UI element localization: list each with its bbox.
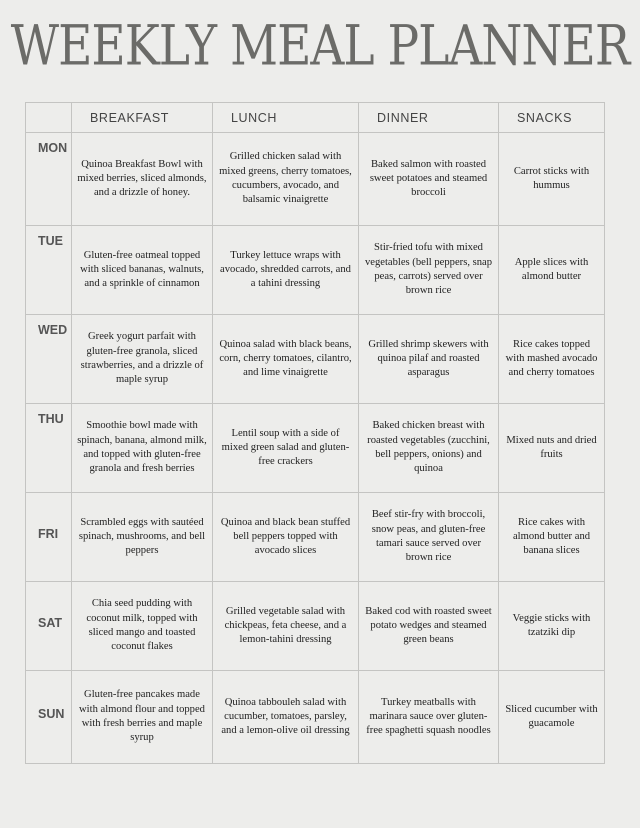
lunch-cell: Turkey lettuce wraps with avocado, shredded carrots, and a tahini dressing (213, 226, 359, 315)
day-row-mon (26, 133, 605, 226)
day-label: MON (26, 133, 72, 226)
header-row (26, 103, 605, 133)
column-header-lunch: LUNCH (213, 103, 359, 133)
lunch-cell: Quinoa salad with black beans, corn, cherry tomatoes, cilantro, and lime vinaigrette (213, 315, 359, 404)
day-row-wed (26, 315, 605, 404)
snacks-cell: Mixed nuts and dried fruits (499, 404, 605, 493)
snacks-cell: Rice cakes with almond butter and banana slices (499, 493, 605, 582)
snacks-cell: Sliced cucumber with guacamole (499, 671, 605, 764)
breakfast-cell: Chia seed pudding with coconut milk, topped with sliced mango and toasted coconut flakes (72, 582, 213, 671)
breakfast-cell: Gluten-free pancakes made with almond flour and topped with fresh berries and maple syrup (72, 671, 213, 764)
lunch-cell: Quinoa tabbouleh salad with cucumber, tomatoes, parsley, and a lemon-olive oil dressing (213, 671, 359, 764)
dinner-cell: Turkey meatballs with marinara sauce over gluten-free spaghetti squash noodles (359, 671, 499, 764)
lunch-cell: Grilled vegetable salad with chickpeas, feta cheese, and a lemon-tahini dressing (213, 582, 359, 671)
day-row-tue (26, 226, 605, 315)
dinner-cell: Baked cod with roasted sweet potato wedges and steamed green beans (359, 582, 499, 671)
lunch-cell: Lentil soup with a side of mixed green salad and gluten-free crackers (213, 404, 359, 493)
day-row-thu (26, 404, 605, 493)
dinner-cell: Beef stir-fry with broccoli, snow peas, and gluten-free tamari sauce served over brown rice (359, 493, 499, 582)
dinner-cell: Baked chicken breast with roasted vegetables (zucchini, bell peppers, onions) and quinoa (359, 404, 499, 493)
day-label: TUE (26, 226, 72, 315)
day-label: WED (26, 315, 72, 404)
corner-cell (26, 103, 72, 133)
snacks-cell: Rice cakes topped with mashed avocado and cherry tomatoes (499, 315, 605, 404)
day-label: SAT (26, 582, 72, 671)
column-header-snacks: SNACKS (499, 103, 605, 133)
breakfast-cell: Smoothie bowl made with spinach, banana, almond milk, and topped with gluten-free granola and fresh berries (72, 404, 213, 493)
day-label: FRI (26, 493, 72, 582)
lunch-cell: Quinoa and black bean stuffed bell peppers topped with avocado slices (213, 493, 359, 582)
page-title: WEEKLY MEAL PLANNER (10, 14, 630, 79)
day-label: THU (26, 404, 72, 493)
breakfast-cell: Quinoa Breakfast Bowl with mixed berries, sliced almonds, and a drizzle of honey. (72, 133, 213, 226)
snacks-cell: Veggie sticks with tzatziki dip (499, 582, 605, 671)
dinner-cell: Stir-fried tofu with mixed vegetables (bell peppers, snap peas, carrots) served over brown rice (359, 226, 499, 315)
day-label: SUN (26, 671, 72, 764)
snacks-cell: Carrot sticks with hummus (499, 133, 605, 226)
dinner-cell: Baked salmon with roasted sweet potatoes and steamed broccoli (359, 133, 499, 226)
day-row-fri (26, 493, 605, 582)
day-row-sat (26, 582, 605, 671)
breakfast-cell: Scrambled eggs with sautéed spinach, mushrooms, and bell peppers (72, 493, 213, 582)
day-row-sun (26, 671, 605, 764)
snacks-cell: Apple slices with almond butter (499, 226, 605, 315)
breakfast-cell: Greek yogurt parfait with gluten-free granola, sliced strawberries, and a drizzle of maple syrup (72, 315, 213, 404)
meal-planner-table (25, 102, 605, 764)
lunch-cell: Grilled chicken salad with mixed greens, cherry tomatoes, cucumbers, avocado, and balsamic vinaigrette (213, 133, 359, 226)
column-header-dinner: DINNER (359, 103, 499, 133)
column-header-breakfast: BREAKFAST (72, 103, 213, 133)
breakfast-cell: Gluten-free oatmeal topped with sliced bananas, walnuts, and a sprinkle of cinnamon (72, 226, 213, 315)
dinner-cell: Grilled shrimp skewers with quinoa pilaf and roasted asparagus (359, 315, 499, 404)
